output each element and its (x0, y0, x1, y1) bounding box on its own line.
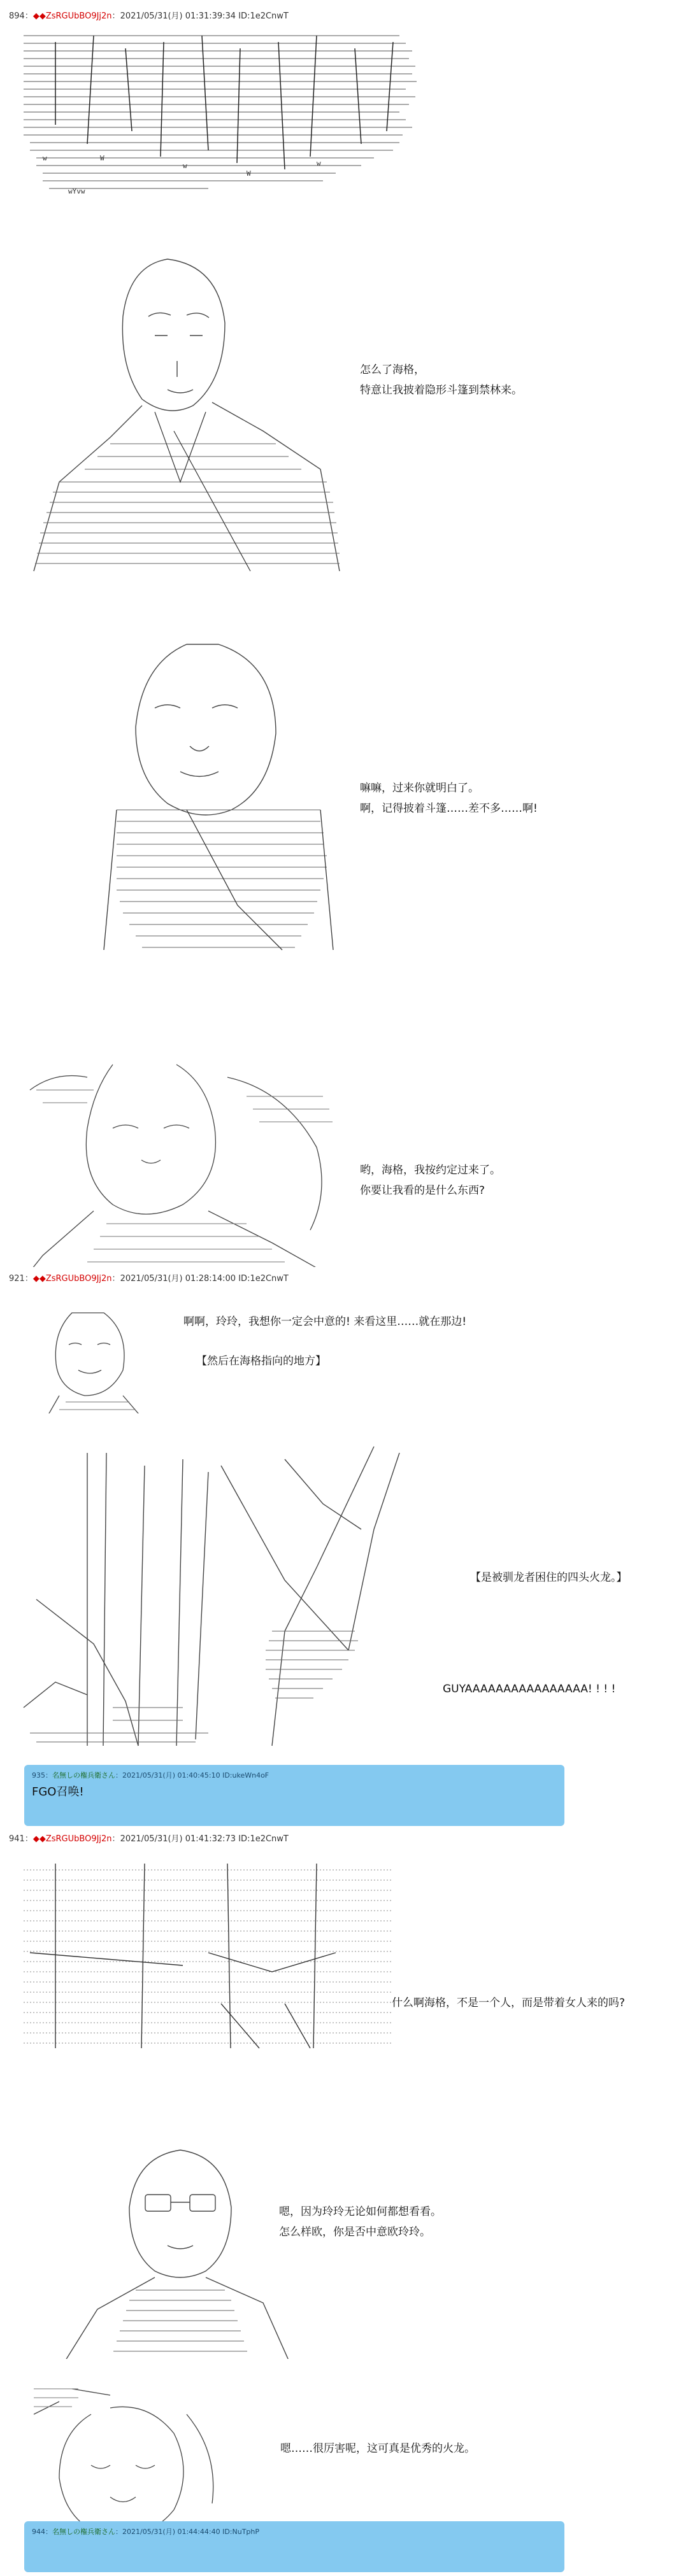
post-id: ID:1e2CnwT (238, 1274, 289, 1284)
character-drawing-3 (17, 1052, 340, 1267)
comment-number: 935 (32, 1771, 45, 1780)
reader-comment-935 (24, 1765, 564, 1826)
post-name: ◆ZsRGUbBO9Jj2n (39, 11, 112, 21)
comment-date: 2021/05/31(月) 01:44:44:40 (122, 2528, 220, 2536)
ascii-art-hatching-top (9, 22, 417, 206)
comment-text: FGO召唤! (32, 1785, 84, 1799)
post-date: 2021/05/31(月) 01:41:32:73 (120, 1834, 236, 1844)
character-drawing-2 (91, 619, 338, 974)
comment-number: 944 (32, 2528, 45, 2536)
comment-meta: 944：名無しの権兵衛さん：2021/05/31(月) 01:44:44:40 ID:NuTphP (32, 2528, 260, 2536)
character-drawing-4 (40, 1300, 147, 1413)
dialog-line-6: 【是被驯龙者困住的四头火龙。】 (470, 1571, 627, 1584)
dragon-scene-drawing (17, 1440, 417, 1751)
post-header-921: 921：◆◆ZsRGUbBO9Jj2n：2021/05/31(月) 01:28:14:00 ID:1e2CnwT (9, 1274, 289, 1284)
ascii-art-character-4 (32, 1292, 147, 1413)
post-number: 894 (9, 11, 25, 21)
svg-text:w: w (183, 162, 187, 170)
diamond-icon: ◆ (32, 11, 39, 21)
post-id: ID:1e2CnwT (238, 1834, 289, 1844)
character-drawing-1 (21, 240, 344, 589)
post-header-941: 941：◆◆ZsRGUbBO9Jj2n：2021/05/31(月) 01:41:32:73 ID:1e2CnwT (9, 1834, 289, 1844)
svg-text:W: W (247, 169, 251, 178)
character-drawing-5 (59, 2137, 293, 2359)
dialog-line-4: 啊啊，玲玲，我想你一定会中意的! 来看这里……就在那边! (183, 1315, 467, 1328)
ascii-art-dragon-scene (9, 1433, 417, 1751)
ascii-art-character-2 (83, 611, 338, 974)
post-name: ◆ZsRGUbBO9Jj2n (39, 1834, 112, 1844)
ascii-art-character-3 (9, 1044, 340, 1267)
post-date: 2021/05/31(月) 01:28:14:00 (120, 1274, 236, 1284)
ascii-art-character-1 (13, 232, 344, 589)
dialog-line-9: 嗯，因为玲玲无论如何都想看看。 怎么样欧，你是否中意欧玲玲。 (279, 2205, 441, 2239)
dialog-line-2: 嘛嘛，过来你就明白了。 啊，记得披着斗篷……差不多……啊! (360, 782, 538, 815)
comment-date: 2021/05/31(月) 01:40:45:10 (122, 1771, 220, 1780)
post-header-894: 894：◆◆ZsRGUbBO9Jj2n：2021/05/31(月) 01:31:39:34 ID:1e2CnwT (9, 11, 289, 21)
dialog-line-8: 什么啊海格，不是一个人，而是带着女人来的吗? (392, 1997, 626, 2009)
dialog-line-10: 嗯……很厉害呢，这可真是优秀的火龙。 (280, 2442, 475, 2455)
post-number: 921 (9, 1274, 25, 1284)
forest-scene-drawing (17, 1857, 391, 2053)
post-date: 2021/05/31(月) 01:31:39:34 (120, 11, 236, 21)
reader-comment-944 (24, 2521, 564, 2572)
comment-id: ID:ukeWn4oF (222, 1771, 269, 1780)
post-name: ◆ZsRGUbBO9Jj2n (39, 1274, 112, 1284)
comment-name: 名無しの権兵衛さん (52, 2528, 115, 2536)
svg-text:w: w (317, 159, 321, 167)
dialog-line-1: 怎么了海格， 特意让我披着隐形斗篷到禁林来。 (360, 364, 522, 397)
dialog-line-3: 哟，海格，我按约定过来了。 你要让我看的是什么东西? (360, 1164, 501, 1197)
svg-text:W: W (100, 154, 104, 162)
diamond-icon: ◆ (32, 1834, 39, 1844)
ascii-art-forest-scene (9, 1850, 391, 2053)
dialog-line-5: 【然后在海格指向的地方】 (196, 1355, 326, 1368)
comment-meta: 935：名無しの権兵衛さん：2021/05/31(月) 01:40:45:10 ID:ukeWn4oF (32, 1771, 269, 1780)
svg-text:w: w (43, 154, 47, 162)
dialog-line-7: GUYAAAAAAAAAAAAAAAA! ! ! ! (443, 1683, 616, 1695)
comment-id: ID:NuTphP (222, 2528, 260, 2536)
post-id: ID:1e2CnwT (238, 11, 289, 21)
svg-text:wYvw: wYvw (68, 187, 85, 195)
hatching-drawing (17, 29, 417, 206)
ascii-art-character-5 (51, 2130, 293, 2359)
diamond-icon: ◆ (32, 1274, 39, 1284)
comment-name: 名無しの権兵衛さん (52, 1771, 115, 1780)
post-number: 941 (9, 1834, 25, 1844)
